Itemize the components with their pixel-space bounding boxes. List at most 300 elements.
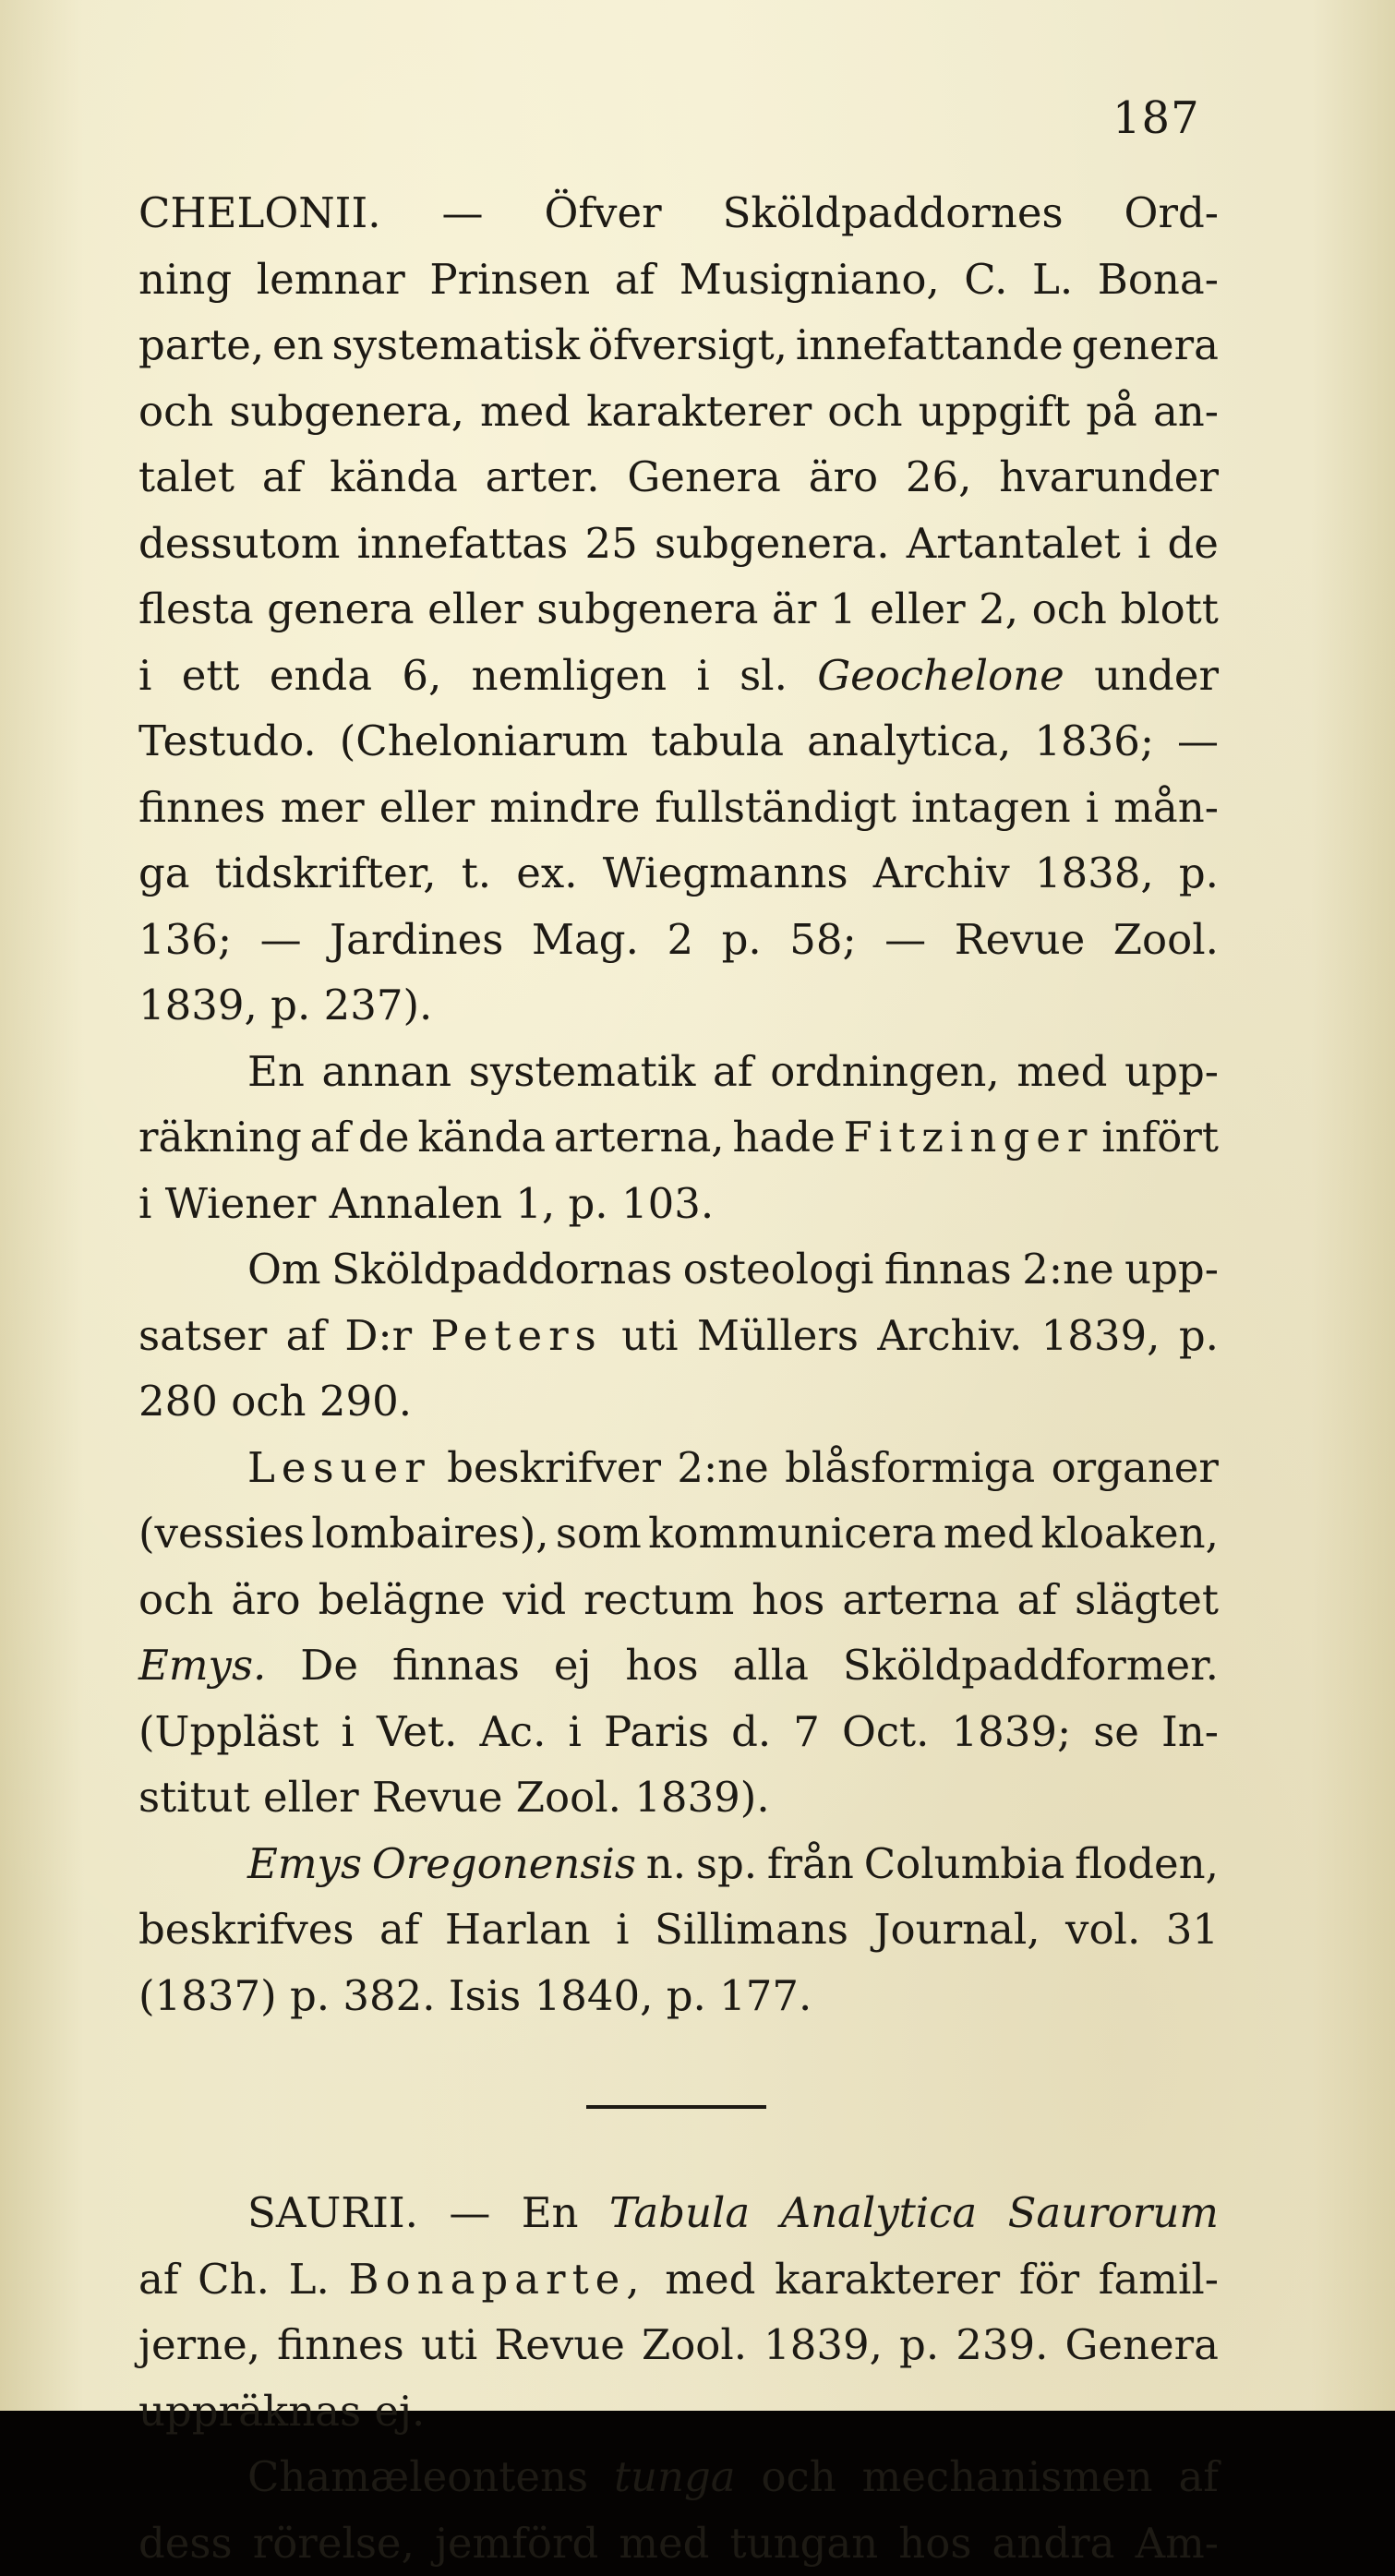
word: 1838, [1035, 840, 1154, 907]
line-text [138, 1896, 1219, 1963]
text-line [138, 1500, 1219, 1567]
text-line [138, 1171, 1219, 1237]
word: Genera [627, 444, 781, 511]
word: och [827, 379, 902, 445]
word: p. [1179, 1303, 1219, 1369]
word: beskrifves [138, 1896, 355, 1963]
word: i [616, 1896, 629, 1963]
word: och [231, 1377, 306, 1426]
word: se [1093, 1699, 1139, 1765]
word: Zool. [516, 1773, 621, 1822]
word: (1837) [138, 1971, 277, 2020]
word: eller [263, 1773, 359, 1822]
word: hos [752, 1567, 824, 1633]
word: fullständigt [655, 775, 896, 841]
word: ej. [374, 2387, 425, 2436]
word: intagen [911, 775, 1071, 841]
word: p. [569, 1179, 608, 1228]
text-line [138, 2180, 1219, 2246]
line-text [138, 643, 1219, 709]
word: Columbia [864, 1831, 1065, 1897]
word: 177. [719, 1971, 812, 2020]
word: innefattande [796, 312, 1064, 379]
word: Fitzinger [844, 1104, 1094, 1171]
word: kommunicera [648, 1500, 936, 1567]
word: Musigniano, [679, 247, 940, 313]
text-line [138, 1303, 1219, 1369]
word: Annalen [330, 1179, 502, 1228]
word: som [556, 1500, 642, 1567]
word: jerne, [138, 2312, 260, 2378]
line-text [247, 2180, 1219, 2246]
paragraph-chamaeleon [138, 2444, 1219, 2576]
word: en [272, 312, 324, 379]
line-text [247, 1039, 1219, 1105]
word: Tabula [609, 2180, 750, 2246]
word: kända [330, 444, 458, 511]
word: Prinsen [429, 247, 590, 313]
word: hvarunder [999, 444, 1219, 511]
text-line [138, 1831, 1219, 1897]
word: arterna, [554, 1104, 725, 1171]
word: eller [427, 576, 523, 643]
line-text [138, 2246, 1219, 2313]
word: dess [138, 2510, 233, 2576]
word: 6, [402, 643, 441, 709]
text-line [138, 1104, 1219, 1171]
word: osteologi [683, 1236, 874, 1303]
word: Om [247, 1236, 321, 1303]
word: 1839, [764, 2312, 883, 2378]
word: Genera [1064, 2312, 1219, 2378]
word: (Cheloniarum [340, 708, 628, 775]
word: för [1019, 2246, 1079, 2313]
text-line [138, 907, 1219, 973]
text-line [138, 180, 1219, 247]
word: Ord- [1124, 180, 1219, 247]
word: 290. [319, 1377, 412, 1426]
word: af [138, 2246, 178, 2313]
word: tabula [651, 708, 784, 775]
word: och [761, 2444, 836, 2510]
word: Revue [955, 907, 1086, 973]
word: räkning [138, 1104, 302, 1171]
word: floden, [1075, 1831, 1219, 1897]
word: Emys. [138, 1632, 266, 1699]
word: uti [621, 1303, 678, 1369]
word: blott [1120, 576, 1218, 643]
line-text [247, 1435, 1219, 1501]
text-line [138, 1435, 1219, 1501]
word: sl. [740, 643, 788, 709]
word: Chamæleontens [247, 2444, 588, 2510]
word: i [1086, 775, 1099, 841]
word: af [1017, 1567, 1057, 1633]
word: subgenera [536, 576, 758, 643]
line-text [138, 312, 1219, 379]
word: karakterer [775, 2246, 1000, 2313]
word: 1836; [1034, 708, 1154, 775]
word: genera [1072, 312, 1219, 379]
word: 280 [138, 1377, 218, 1426]
word: Testudo. [138, 708, 317, 775]
section-divider [138, 2028, 1219, 2167]
word: famil- [1099, 2246, 1219, 2313]
word: Emys [247, 1831, 362, 1897]
line-text [247, 1236, 1219, 1303]
word: stitut [138, 1773, 250, 1822]
word: sp. [696, 1831, 757, 1897]
line-text [138, 775, 1219, 841]
word: SAURII. [247, 2180, 418, 2246]
paragraph-saurii [138, 2180, 1219, 2444]
text-line [138, 775, 1219, 841]
word: Analytica [781, 2180, 978, 2246]
word: Peters [431, 1303, 603, 1369]
line-text [138, 1368, 412, 1435]
word: finnas [392, 1632, 520, 1699]
word: mechanismen [862, 2444, 1153, 2510]
text-line [138, 312, 1219, 379]
word: kända [417, 1104, 546, 1171]
word: Paris [604, 1699, 709, 1765]
word: 2, [979, 576, 1018, 643]
word: p. [899, 2312, 939, 2378]
word: innefattas [357, 511, 569, 577]
word: n. [646, 1831, 686, 1897]
word: an- [1153, 379, 1219, 445]
word: En [522, 2180, 579, 2246]
word: 58; [789, 907, 856, 973]
word: annan [322, 1039, 452, 1105]
word: af [286, 1303, 326, 1369]
word: ex. [516, 840, 577, 907]
paragraph-emys-oregonensis [138, 1831, 1219, 2029]
word: — [260, 907, 302, 973]
paragraph-peters [138, 1236, 1219, 1435]
text-line [138, 2510, 1219, 2576]
word: Jardines [330, 907, 503, 973]
word: subgenera, [229, 379, 464, 445]
word: parte, [138, 312, 264, 379]
word: andra [992, 2510, 1115, 2576]
word: rörelse, [253, 2510, 415, 2576]
line-text [247, 1831, 1219, 1897]
word: Ch. [198, 2246, 270, 2313]
word: tidskrifter, [215, 840, 437, 907]
word: 7 [793, 1699, 820, 1765]
word: Archiv [873, 840, 1010, 907]
word: nemligen [472, 643, 667, 709]
line-text [138, 972, 432, 1039]
word: öfversigt, [588, 312, 788, 379]
word: Vet. [377, 1699, 457, 1765]
word: L. [1032, 247, 1073, 313]
word: Wiegmanns [603, 840, 848, 907]
word: Öfver [545, 180, 662, 247]
line-text [138, 1171, 714, 1237]
word: Am- [1136, 2510, 1219, 2576]
word: af [713, 1039, 752, 1105]
line-text [138, 1303, 1219, 1369]
word: upp- [1124, 1039, 1219, 1105]
word: från [767, 1831, 854, 1897]
word: In- [1161, 1699, 1219, 1765]
word: finnas [884, 1236, 1012, 1303]
text-line [138, 2246, 1219, 2313]
word: hade [732, 1104, 835, 1171]
word: Journal, [873, 1896, 1040, 1963]
word: 2:ne [1022, 1236, 1113, 1303]
word: Sköldpaddformer. [843, 1632, 1219, 1699]
word: i [696, 643, 709, 709]
line-text [138, 2312, 1219, 2378]
paragraph-lesuer [138, 1435, 1219, 1831]
word: 103. [621, 1179, 714, 1228]
word: subgenera. [655, 511, 890, 577]
text-line [138, 1039, 1219, 1105]
line-text [138, 2510, 1219, 2576]
word: p. [271, 981, 310, 1029]
text-line [138, 1632, 1219, 1699]
word: tungan [730, 2510, 879, 2576]
word: 239. [956, 2312, 1048, 2378]
word: eller [870, 576, 966, 643]
word: på [1086, 379, 1137, 445]
text-line [138, 1764, 1219, 1831]
line-text [138, 2378, 425, 2445]
word: 136; [138, 907, 232, 973]
word: C. [964, 247, 1007, 313]
text-line [138, 511, 1219, 577]
word: i [1137, 511, 1150, 577]
word: finnes [277, 2312, 404, 2378]
word: L. [289, 2246, 330, 2313]
word: under [1094, 643, 1219, 709]
word: och [138, 1567, 213, 1633]
word: Zool. [642, 2312, 747, 2378]
word: Revue [372, 1773, 503, 1822]
word: Bona- [1098, 247, 1219, 313]
word: t. [462, 840, 491, 907]
word: i [342, 1699, 355, 1765]
text-line [138, 2378, 1219, 2445]
word: systematisk [331, 312, 580, 379]
word: hos [898, 2510, 971, 2576]
word: 1, [515, 1179, 555, 1228]
word: slägtet [1075, 1567, 1219, 1633]
word: upp- [1124, 1236, 1219, 1303]
word: Oct. [842, 1699, 929, 1765]
word: organer [1052, 1435, 1219, 1501]
word: Zool. [1113, 907, 1219, 973]
word: arterna [842, 1567, 999, 1633]
word: och [138, 379, 213, 445]
word: Mag. [532, 907, 639, 973]
word: af [379, 1896, 419, 1963]
word: 1 [830, 576, 857, 643]
word: Wiener [165, 1179, 317, 1228]
word: Ac. [479, 1699, 546, 1765]
word: analytica, [807, 708, 1011, 775]
word: 2:ne [677, 1435, 768, 1501]
line-text [138, 1567, 1219, 1633]
text-line [138, 840, 1219, 907]
text-line [138, 444, 1219, 511]
word: mer [281, 775, 365, 841]
word: rectum [583, 1567, 734, 1633]
word: Geochelone [817, 643, 1064, 709]
word: beskrifver [447, 1435, 661, 1501]
line-text [138, 511, 1219, 577]
word: och [1032, 576, 1107, 643]
word: i [569, 1699, 582, 1765]
word: flesta [138, 576, 254, 643]
word: Isis [449, 1971, 521, 2020]
word: lemnar [257, 247, 405, 313]
word: eller [379, 775, 475, 841]
word: Saurorum [1008, 2180, 1219, 2246]
word: Müllers [697, 1303, 859, 1369]
word: Lesuer [247, 1435, 431, 1501]
word: 25 [584, 511, 637, 577]
word: talet [138, 444, 235, 511]
word: de [1168, 511, 1219, 577]
word: (Uppläst [138, 1699, 319, 1765]
word: Sköldpaddornas [331, 1236, 672, 1303]
word: Revue [494, 2312, 625, 2378]
line-text [138, 907, 1219, 973]
word: ett [182, 643, 240, 709]
text-line [138, 2444, 1219, 2510]
word: satser [138, 1303, 267, 1369]
word: — [449, 2180, 490, 2246]
word: p. [722, 907, 762, 973]
word: 1839). [634, 1773, 769, 1822]
word: 31 [1166, 1896, 1219, 1963]
word: systematik [469, 1039, 696, 1105]
word: med [619, 2510, 709, 2576]
word: (vessies [138, 1500, 305, 1567]
word: karakterer [586, 379, 812, 445]
line-text [138, 1699, 1219, 1765]
word: uppräknas [138, 2387, 361, 2436]
word: arter. [486, 444, 600, 511]
word: med [1016, 1039, 1107, 1105]
text-line [138, 643, 1219, 709]
word: 382. [343, 1971, 435, 2020]
text-line [138, 1963, 1219, 2029]
word: 237). [324, 981, 433, 1029]
text-line [138, 2312, 1219, 2378]
word: i [138, 1179, 151, 1228]
line-text [138, 1104, 1219, 1171]
word: En [247, 1039, 305, 1105]
word: alla [733, 1632, 809, 1699]
word: 26, [906, 444, 972, 511]
text-line [138, 708, 1219, 775]
word: — [442, 180, 484, 247]
word: tunga [614, 2444, 736, 2510]
word: Archiv. [877, 1303, 1022, 1369]
word: de [358, 1104, 409, 1171]
line-text [247, 2444, 1219, 2510]
word: vol. [1065, 1896, 1140, 1963]
word: med [944, 1500, 1034, 1567]
word: 1839, [138, 981, 258, 1029]
word: p. [290, 1971, 330, 2020]
word: 2 [667, 907, 693, 973]
word: Sillimans [655, 1896, 848, 1963]
line-text [138, 840, 1219, 907]
word: Sköldpaddornes [723, 180, 1064, 247]
word: kloaken, [1040, 1500, 1219, 1567]
word: CHELONII. [138, 180, 381, 247]
word: Oregonensis [372, 1831, 636, 1897]
word: finnes [138, 775, 266, 841]
word: ning [138, 247, 232, 313]
word: p. [1179, 840, 1219, 907]
divider-rule [586, 2105, 766, 2109]
text-line [138, 1236, 1219, 1303]
paragraph-chelonii [138, 180, 1219, 1039]
word: p. [667, 1971, 706, 2020]
body-text [138, 180, 1219, 2576]
word: D:r [344, 1303, 412, 1369]
word: uppgift [919, 379, 1071, 445]
word: ga [138, 840, 190, 907]
word: infört [1101, 1104, 1219, 1171]
word: 1839; [951, 1699, 1071, 1765]
word: De [300, 1632, 358, 1699]
word: dessutom [138, 511, 340, 577]
word: mån- [1113, 775, 1219, 841]
word: af [262, 444, 302, 511]
word: 1839, [1041, 1303, 1160, 1369]
line-text [138, 576, 1219, 643]
line-text [138, 444, 1219, 511]
word: Artantalet [907, 511, 1121, 577]
word: med [665, 2246, 755, 2313]
word: med [480, 379, 571, 445]
line-text [138, 379, 1219, 445]
line-text [138, 1500, 1219, 1567]
text-line [138, 576, 1219, 643]
word: äro [231, 1567, 300, 1633]
word: ordningen, [770, 1039, 1000, 1105]
word: i [138, 643, 151, 709]
line-text [138, 1632, 1219, 1699]
line-text [138, 180, 1219, 247]
line-text [138, 708, 1219, 775]
word: genera [267, 576, 414, 643]
text-line [138, 1567, 1219, 1633]
word: jemförd [435, 2510, 598, 2576]
word: af [1178, 2444, 1218, 2510]
word: — [1177, 708, 1219, 775]
line-text [138, 1963, 812, 2029]
word: af [310, 1104, 350, 1171]
word: belägne [319, 1567, 486, 1633]
word: lombaires), [311, 1500, 548, 1567]
text-line [138, 1896, 1219, 1963]
paragraph-fitzinger [138, 1039, 1219, 1237]
line-text [138, 247, 1219, 313]
text-line [138, 379, 1219, 445]
word: hos [625, 1632, 698, 1699]
page-number: 187 [1112, 92, 1200, 144]
word: — [884, 907, 926, 973]
